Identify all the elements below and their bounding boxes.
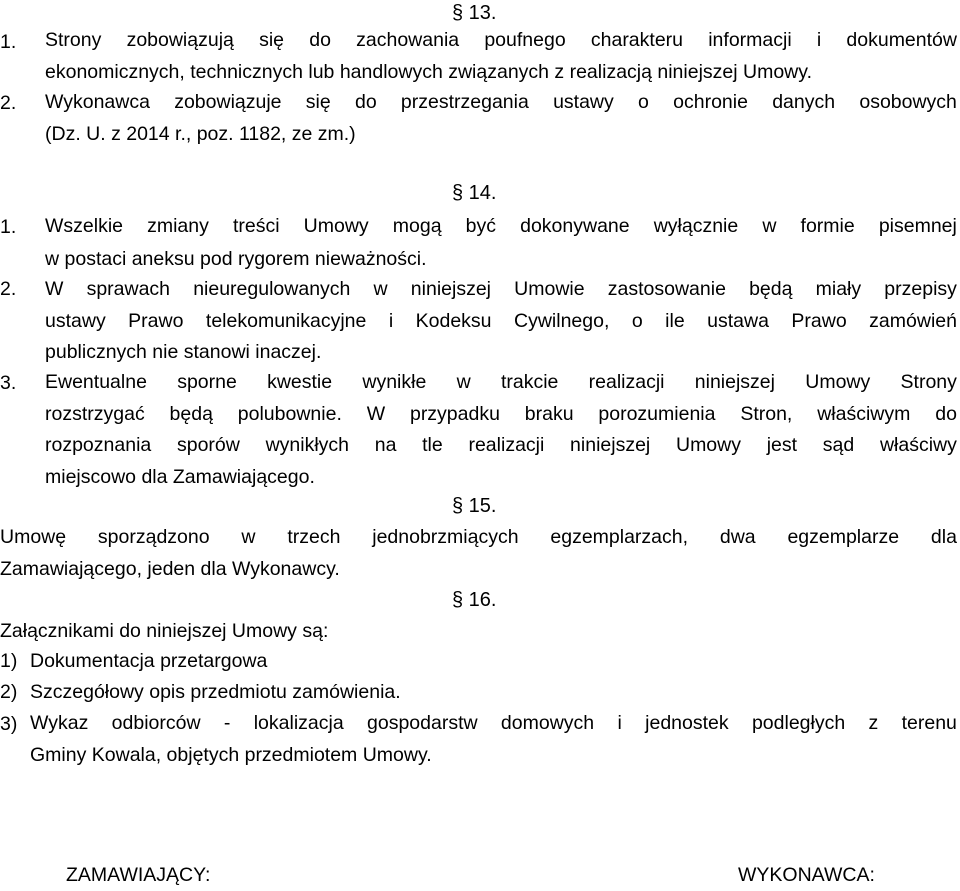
word: będą: [749, 278, 793, 300]
word: Stron,: [740, 403, 793, 425]
word: charakteru: [590, 29, 684, 51]
word: przypadku: [409, 403, 500, 425]
word: Kodeksu: [415, 310, 492, 332]
word: Umowy: [303, 215, 369, 237]
word: Ewentualne: [45, 371, 147, 393]
word: sprawach: [86, 278, 171, 300]
word: przepisy: [884, 278, 957, 300]
word: być: [465, 215, 497, 237]
word: mogą: [392, 215, 442, 237]
s16-item-2-number: 2): [0, 681, 18, 703]
word: zachowania: [356, 29, 460, 51]
word: sporządzono: [97, 526, 210, 548]
word: na: [374, 434, 397, 456]
s13-item-2-line-2: (Dz. U. z 2014 r., poz. 1182, ze zm.): [45, 123, 356, 145]
word: Umowy: [675, 434, 741, 456]
word: lokalizacja: [253, 712, 344, 734]
word: formie: [800, 215, 855, 237]
word: Wykaz: [30, 712, 89, 734]
word: informacji: [708, 29, 792, 51]
word: danych: [772, 91, 836, 113]
word: w: [241, 526, 256, 548]
word: wynikłych: [265, 434, 349, 456]
word: -: [223, 712, 231, 734]
word: do: [935, 403, 957, 425]
word: trakcie: [500, 371, 559, 393]
s16-item-1-number: 1): [0, 650, 18, 672]
word: odbiorców: [111, 712, 201, 734]
word: pisemnej: [878, 215, 957, 237]
word: terenu: [901, 712, 957, 734]
word: się: [259, 29, 285, 51]
word: do: [309, 29, 331, 51]
s14-item-2-line-1: [45, 280, 957, 302]
word: zmiany: [147, 215, 209, 237]
word: jednobrzmiących: [372, 526, 519, 548]
section-13-heading: § 13.: [452, 2, 497, 24]
word: podległych: [751, 712, 846, 734]
word: treści: [232, 215, 280, 237]
word: o: [631, 310, 643, 332]
word: i: [617, 712, 622, 734]
word: sporów: [176, 434, 240, 456]
word: tle: [422, 434, 443, 456]
s14-item-3-line-1: [45, 373, 957, 395]
word: realizacji: [588, 371, 665, 393]
word: poufnego: [484, 29, 566, 51]
word: osobowych: [859, 91, 957, 113]
word: dokonywane: [520, 215, 630, 237]
s16-item-3-line-2: Gminy Kowala, objętych przedmiotem Umowy.: [30, 744, 432, 766]
s14-item-3-line-4: miejscowo dla Zamawiającego.: [45, 466, 315, 488]
word: o: [638, 91, 649, 113]
word: Prawo: [791, 310, 847, 332]
word: egzemplarzach,: [550, 526, 689, 548]
word: będą: [169, 403, 213, 425]
word: rozstrzygać: [45, 403, 145, 425]
word: kwestie: [267, 371, 333, 393]
word: jest: [766, 434, 798, 456]
word: przestrzegania: [400, 91, 529, 113]
s15-line-1: [0, 528, 957, 550]
word: się: [305, 91, 331, 113]
word: polubownie.: [237, 403, 342, 425]
s13-item-2-number: 2.: [0, 92, 17, 114]
s16-item-2-line-1: Szczegółowy opis przedmiotu zamówienia.: [30, 681, 401, 703]
s14-item-1-line-2: w postaci aneksu pod rygorem nieważności.: [45, 248, 427, 270]
s16-intro: Załącznikami do niniejszej Umowy są:: [0, 620, 329, 642]
word: nieuregulowanych: [193, 278, 351, 300]
word: porozumienia: [598, 403, 716, 425]
word: zobowiązuje: [174, 91, 282, 113]
signature-zamawiajacy-label: ZAMAWIAJĄCY:: [66, 864, 211, 886]
s16-item-3-number: 3): [0, 713, 18, 735]
word: Prawo: [128, 310, 184, 332]
word: Cywilnego,: [513, 310, 610, 332]
word: Strony: [900, 371, 957, 393]
word: Umowę: [0, 526, 67, 548]
word: telekomunikacyjne: [205, 310, 367, 332]
word: wynikłe: [362, 371, 427, 393]
word: rozpoznania: [45, 434, 152, 456]
word: niniejszej: [570, 434, 651, 456]
section-15-heading: § 15.: [452, 495, 497, 517]
word: sporne: [177, 371, 237, 393]
s14-item-3-number: 3.: [0, 372, 17, 394]
word: i: [388, 310, 394, 332]
word: do: [354, 91, 377, 113]
word: zobowiązują: [126, 29, 234, 51]
word: ustawa: [707, 310, 769, 332]
s14-item-2-line-3: publicznych nie stanowi inaczej.: [45, 341, 322, 363]
word: zastosowanie: [607, 278, 726, 300]
s14-item-1-number: 1.: [0, 216, 17, 238]
word: Umowie: [514, 278, 585, 300]
word: jednostek: [645, 712, 729, 734]
s13-item-2-line-1: [45, 93, 957, 115]
word: Wykonawca: [45, 91, 150, 113]
word: ochronie: [673, 91, 748, 113]
word: właściwy: [879, 434, 957, 456]
s14-item-2-number: 2.: [0, 278, 17, 300]
s13-item-1-number: 1.: [0, 31, 17, 53]
s14-item-3-line-3: [45, 436, 957, 458]
word: w: [456, 371, 471, 393]
s13-item-1-line-2: ekonomicznych, technicznych lub handlowych związanych z realizacją niniejszej Umowy.: [45, 61, 812, 83]
s16-item-1-line-1: Dokumentacja przetargowa: [30, 650, 268, 672]
word: zamówień: [869, 310, 957, 332]
word: w: [762, 215, 777, 237]
word: dwa: [719, 526, 756, 548]
word: właściwym: [817, 403, 911, 425]
word: trzech: [287, 526, 341, 548]
word: W: [45, 278, 64, 300]
word: w: [373, 278, 388, 300]
word: gospodarstw: [367, 712, 478, 734]
s14-item-2-line-2: [45, 312, 957, 334]
word: realizacji: [468, 434, 545, 456]
word: z: [868, 712, 879, 734]
word: ustawy: [45, 310, 106, 332]
word: domowych: [500, 712, 595, 734]
word: W: [366, 403, 386, 425]
section-16-heading: § 16.: [452, 589, 497, 611]
word: i: [816, 29, 822, 51]
section-14-heading: § 14.: [452, 182, 497, 204]
word: braku: [524, 403, 574, 425]
word: wyłącznie: [653, 215, 739, 237]
signature-wykonawca-label: WYKONAWCA:: [738, 864, 875, 886]
word: sąd: [822, 434, 855, 456]
s13-item-1-line-1: [45, 31, 957, 53]
word: egzemplarze: [787, 526, 900, 548]
word: dokumentów: [846, 29, 957, 51]
s16-item-3-line-1: [30, 714, 957, 736]
word: miały: [815, 278, 862, 300]
s14-item-3-line-2: [45, 405, 957, 427]
word: Wszelkie: [45, 215, 124, 237]
word: ile: [665, 310, 685, 332]
s14-item-1-line-1: [45, 217, 957, 239]
word: niniejszej: [410, 278, 492, 300]
word: Umowy: [805, 371, 871, 393]
word: niniejszej: [694, 371, 775, 393]
word: dla: [930, 526, 957, 548]
word: Strony: [45, 29, 102, 51]
word: ustawy: [553, 91, 614, 113]
s15-line-2: Zamawiającego, jeden dla Wykonawcy.: [0, 558, 340, 580]
